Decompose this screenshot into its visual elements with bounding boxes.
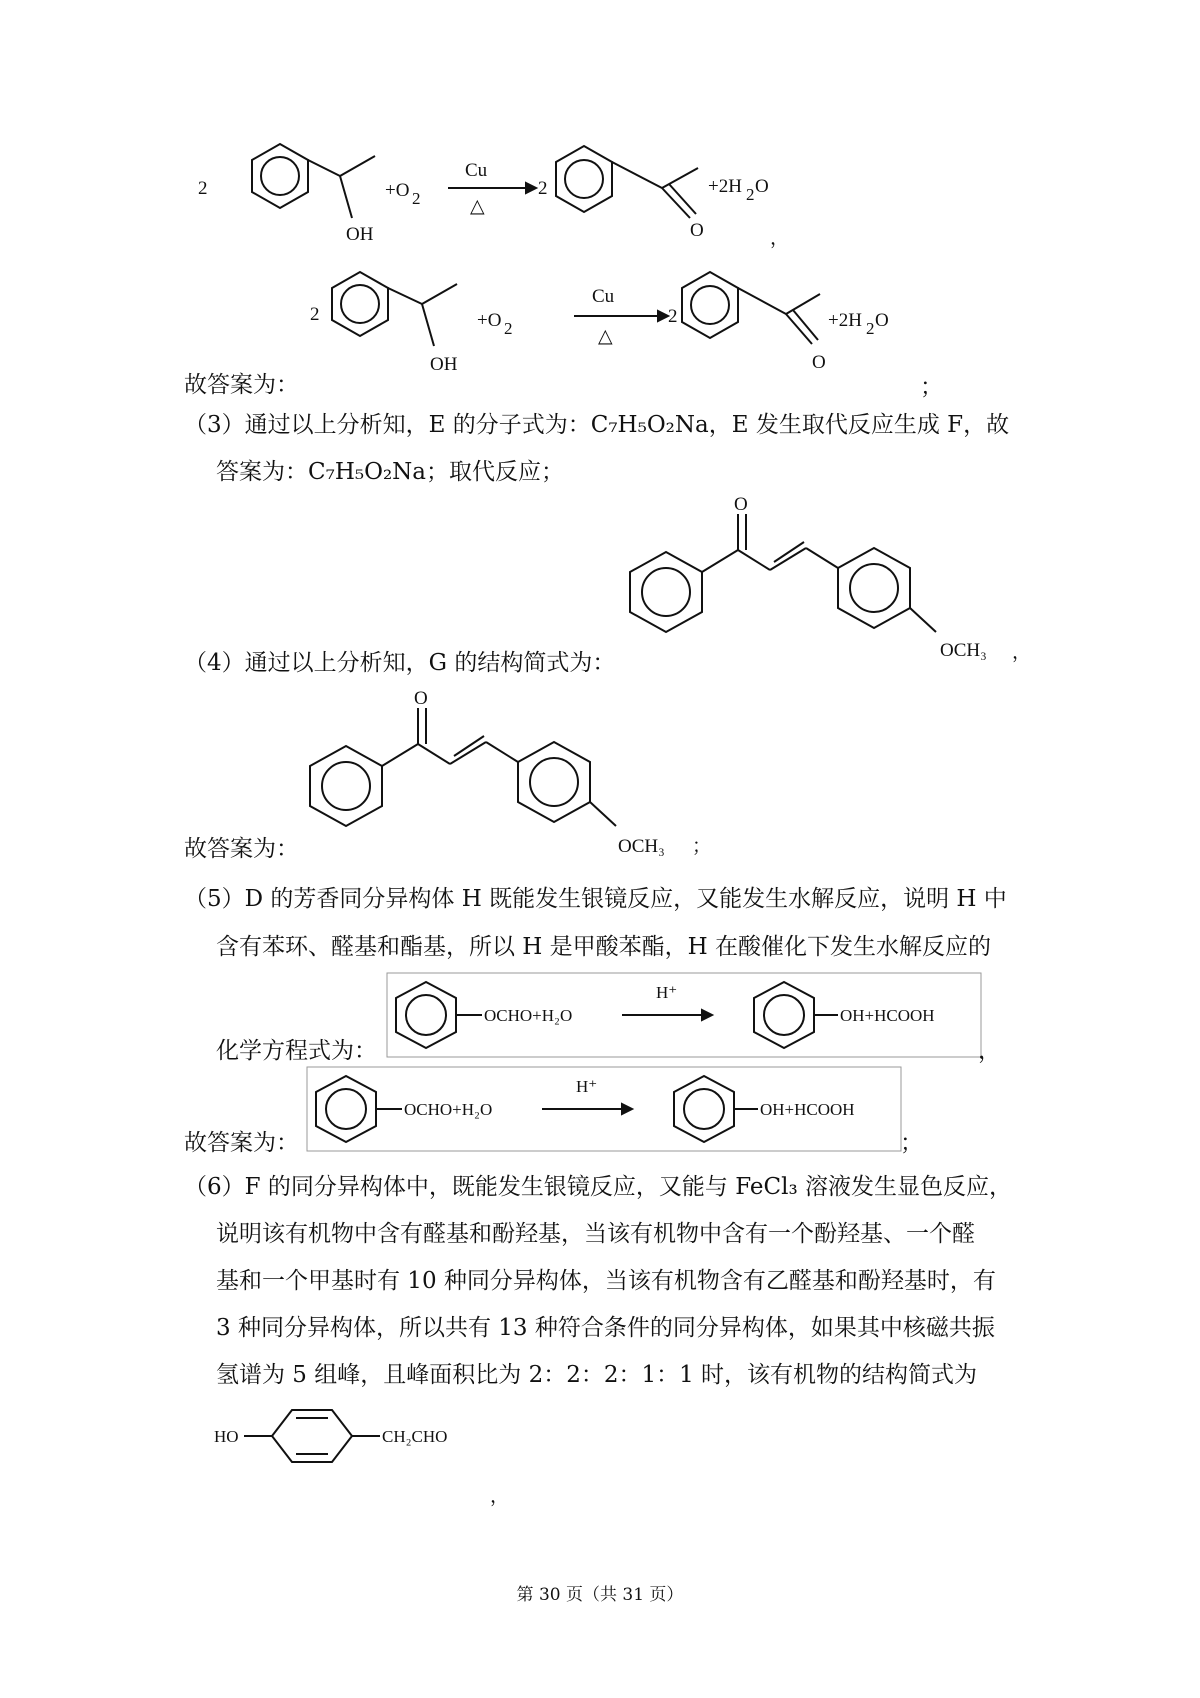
svg-text:+2H: +2H bbox=[828, 310, 862, 331]
svg-text:OCHO+H₂O: OCHO+H₂O bbox=[404, 1100, 493, 1119]
hydroxyl-label: OH bbox=[346, 224, 374, 245]
svg-text:；: ； bbox=[692, 836, 712, 857]
svg-text:+O: +O bbox=[385, 180, 410, 201]
svg-text:2: 2 bbox=[412, 189, 421, 208]
svg-text:OCH₃: OCH₃ bbox=[618, 836, 665, 857]
catalyst-label: Cu bbox=[465, 160, 488, 181]
carbonyl-oxygen-label: O bbox=[690, 220, 704, 241]
paragraph-part5-line2: 含有苯环、醛基和酯基，所以 H 是甲酸苯酯，H 在酸催化下发生水解反应的 bbox=[216, 934, 992, 960]
structure-g-1 bbox=[620, 492, 1040, 672]
svg-text:O: O bbox=[812, 352, 826, 373]
paragraph-part3-line2: 答案为：C₇H₅O₂Na；取代反应； bbox=[216, 459, 565, 485]
svg-text:O: O bbox=[875, 310, 889, 331]
structure-g-2 bbox=[300, 686, 720, 861]
svg-text:，: ， bbox=[1012, 642, 1032, 663]
svg-text:2: 2 bbox=[866, 319, 875, 338]
acetaldehyde-group-label: CH₂CHO bbox=[382, 1427, 448, 1446]
svg-text:△: △ bbox=[598, 326, 613, 347]
paragraph-part6-line1: （6）F 的同分异构体中，既能发生银镜反应，又能与 FeCl₃ 溶液发生显色反应， bbox=[184, 1174, 1013, 1200]
paragraph-part3-line1: （3）通过以上分析知，E 的分子式为：C₇H₅O₂Na，E 发生取代反应生成 F，故 bbox=[184, 412, 1010, 438]
svg-text:Cu: Cu bbox=[592, 286, 615, 307]
svg-text:2: 2 bbox=[746, 185, 755, 204]
svg-text:2: 2 bbox=[538, 178, 548, 199]
svg-text:H⁺: H⁺ bbox=[576, 1077, 598, 1096]
svg-text:+2H: +2H bbox=[708, 176, 742, 197]
carbonyl-oxygen-label: O bbox=[734, 494, 748, 515]
product-label: OH+HCOOH bbox=[840, 1006, 935, 1025]
svg-text:2: 2 bbox=[504, 319, 513, 338]
svg-text:2: 2 bbox=[668, 306, 678, 327]
paragraph-part5-line3: 化学方程式为： bbox=[216, 1038, 377, 1064]
paragraph-part6-line2: 说明该有机物中含有醛基和酚羟基，当该有机物中含有一个酚羟基、一个醛 bbox=[216, 1221, 975, 1247]
answer-label: 故答案为： bbox=[184, 372, 299, 398]
reactant-label: OCHO+H₂O bbox=[484, 1006, 573, 1025]
page-footer: 第 30 页（共 31 页） bbox=[516, 1585, 684, 1605]
answer-label: 故答案为： bbox=[184, 1130, 299, 1156]
svg-text:+O: +O bbox=[477, 310, 502, 331]
svg-text:，: ， bbox=[490, 1486, 510, 1507]
structure-hydroxyphenylacetaldehyde bbox=[210, 1402, 530, 1512]
hydrolysis-equation-1 bbox=[386, 972, 982, 1058]
svg-text:OH+HCOOH: OH+HCOOH bbox=[760, 1100, 855, 1119]
svg-text:O: O bbox=[755, 176, 769, 197]
oxidation-equation-1 bbox=[190, 140, 830, 260]
heat-symbol: △ bbox=[470, 196, 485, 217]
svg-text:2: 2 bbox=[310, 304, 320, 325]
coefficient: 2 bbox=[198, 178, 208, 199]
paragraph-part5-line1: （5）D 的芳香同分异构体 H 既能发生银镜反应，又能发生水解反应，说明 H 中 bbox=[184, 886, 1007, 912]
paragraph-part4-line1: （4）通过以上分析知，G 的结构简式为： bbox=[184, 650, 616, 676]
svg-text:OH: OH bbox=[430, 354, 458, 375]
svg-text:O: O bbox=[414, 688, 428, 709]
hydroxyl-label: HO bbox=[214, 1427, 239, 1446]
catalyst-label: H⁺ bbox=[656, 983, 678, 1002]
paragraph-part6-line3: 基和一个甲基时有 10 种同分异构体，当该有机物含有乙醛基和酚羟基时，有 bbox=[216, 1268, 996, 1294]
hydrolysis-equation-2 bbox=[306, 1066, 902, 1152]
paragraph-part6-line4: 3 种同分异构体，所以共有 13 种符合条件的同分异构体，如果其中核磁共振 bbox=[216, 1315, 995, 1341]
oxidation-equation-2 bbox=[272, 266, 912, 386]
methoxy-label: OCH₃ bbox=[940, 640, 987, 661]
answer-label: 故答案为： bbox=[184, 836, 299, 862]
paragraph-part6-line5: 氢谱为 5 组峰，且峰面积比为 2：2：2：1：1 时，该有机物的结构简式为 bbox=[216, 1362, 978, 1388]
svg-text:，: ， bbox=[770, 228, 790, 249]
